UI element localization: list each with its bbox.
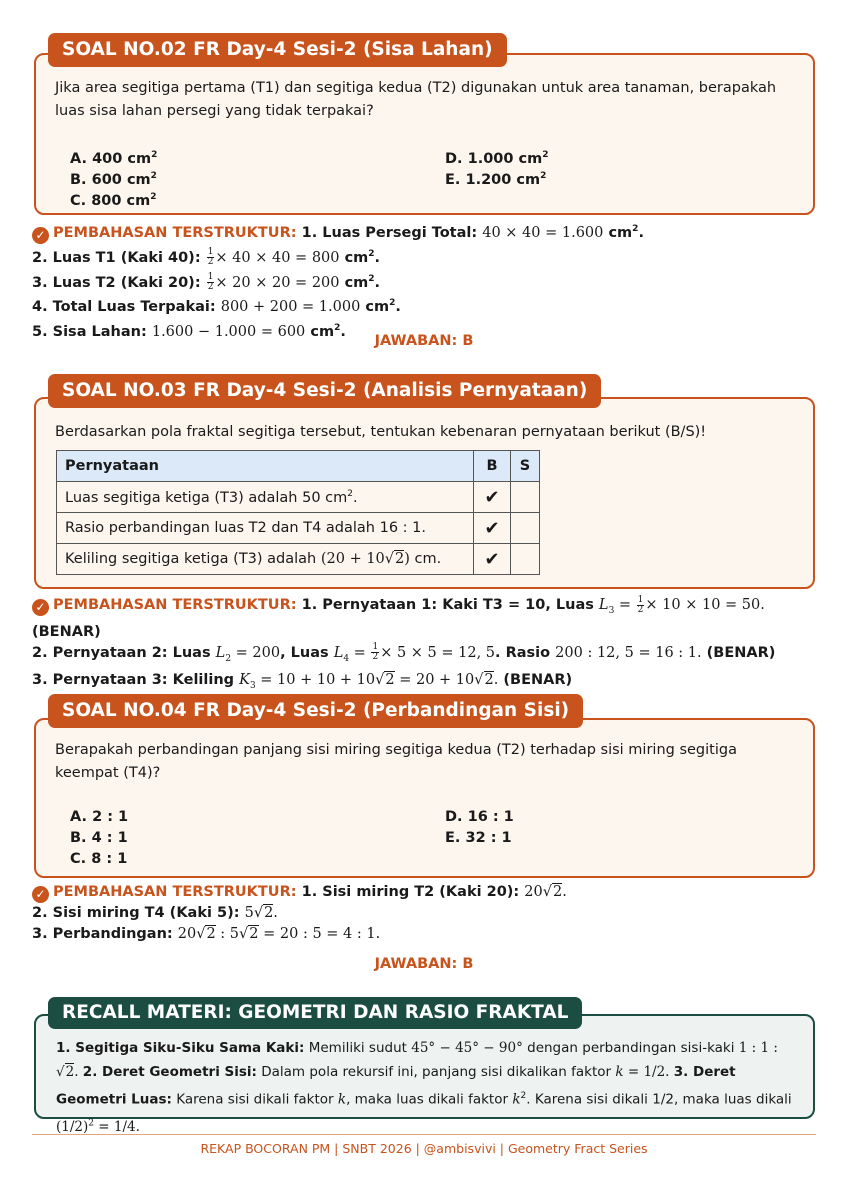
step1-end: (BENAR)	[32, 623, 101, 640]
s-cell[interactable]	[511, 544, 540, 575]
step-label: 1. Luas Persegi Total:	[301, 224, 478, 241]
q4-title: SOAL NO.04 FR Day-4 Sesi-2 (Perbandingan Sisi)	[48, 694, 583, 728]
recall-point-text: Dalam pola rekursif ini, panjang sisi dikalikan faktor	[261, 1064, 612, 1080]
step-text: , Luas	[280, 644, 329, 661]
step-unit: cm	[608, 224, 633, 241]
q4-option-e[interactable]	[445, 828, 512, 849]
q2-option-a[interactable]: A. 400 $cm^2$	[70, 150, 158, 167]
pembahasan-header: PEMBAHASAN TERSTRUKTUR:	[53, 884, 297, 900]
option-text: 4 : 1	[91, 830, 128, 846]
q4-option-b[interactable]	[70, 828, 128, 849]
q3-question: Berdasarkan pola fraktal segitiga tersebut, tentukan kebenaran pernyataan berikut (B/S)!	[55, 424, 707, 440]
step-label: 3. Pernyataan 3: Keliling	[32, 671, 235, 688]
step-expr: 800 + 200 = 1.000	[220, 299, 361, 316]
option-letter: A.	[70, 150, 87, 167]
step-label: 4. Total Luas Terpakai:	[32, 299, 216, 316]
step-label: 5. Sisa Lahan:	[32, 324, 147, 341]
table-row	[57, 482, 540, 513]
half-fraction: $\frac{1}{2}$	[207, 247, 214, 268]
recall-point-label: 3. Deret Geometri Luas:	[56, 1064, 736, 1108]
option-text: 400 cm	[92, 150, 152, 167]
s-cell[interactable]	[511, 482, 540, 513]
half-fraction: $\frac{1}{2}$	[637, 594, 644, 615]
table-header: B	[474, 451, 511, 482]
statement-text: Luas segitiga ketiga (T3) adalah 50 cm	[65, 489, 348, 506]
option-text: 600 cm	[91, 171, 151, 188]
q4-option-d[interactable]	[445, 807, 514, 828]
q2-option-b[interactable]: B. 600 $cm^2$	[70, 171, 157, 188]
q2-option-c[interactable]: C. 800 $cm^2$	[70, 192, 157, 209]
q2-title: SOAL NO.02 FR Day-4 Sesi-2 (Sisa Lahan)	[48, 33, 507, 67]
checkmark-icon[interactable]: ✔	[474, 482, 511, 513]
option-text: 2 : 1	[92, 809, 129, 825]
recall-point-text: Karena sisi dikali faktor	[176, 1091, 334, 1108]
step-expr: 1.600 − 1.000 = 600	[151, 324, 306, 341]
footer-divider	[32, 1134, 816, 1135]
q4-option-a[interactable]	[70, 807, 128, 828]
option-text: 8 : 1	[91, 851, 128, 867]
q2-question: Jika area segitiga pertama (T1) dan segitiga kedua (T2) digunakan untuk area tanaman, berapakah luas sisa lahan persegi yang tidak terpakai?	[55, 80, 777, 119]
half-fraction: $\frac{1}{2}$	[207, 271, 214, 292]
q3-title: SOAL NO.03 FR Day-4 Sesi-2 (Analisis Pernyataan)	[48, 374, 601, 408]
step-end: (BENAR)	[706, 644, 776, 661]
check-circle-icon: ✓	[32, 886, 49, 903]
option-letter: D.	[445, 809, 463, 825]
option-text: 1.000 cm	[467, 150, 543, 167]
step-label: 1. Pernyataan 1: Kaki T3 = 10, Luas	[301, 597, 594, 613]
q2-answer: JAWABAN: B	[374, 333, 474, 349]
check-circle-icon: ✓	[32, 227, 49, 244]
option-letter: B.	[70, 171, 87, 188]
step-end: (BENAR)	[503, 671, 573, 688]
q4-pembahasan: ✓ PEMBAHASAN TERSTRUKTUR: 1. Sisi miring T2 (Kaki 20): 20√2. 2. Sisi miring T4 (Kaki 5): 5√2. 3. Perbandingan: 20√2 : 5√2 = 20 : 5 = 4 : 1.	[32, 884, 567, 942]
option-text: 800 cm	[91, 192, 151, 209]
statement-cell: Rasio perbandingan luas T2 dan T4 adalah 16 : 1.	[57, 513, 474, 544]
option-letter: D.	[445, 150, 463, 167]
recall-text: 1. Segitiga Siku-Siku Sama Kaki: Memiliki sudut 45° − 45° − 90° dengan perbandingan sisi-kaki 1 : 1 : √2. 2. Deret Geometri Sisi: Dalam pola rekursif ini, panjang sisi dikalikan faktor k = 1/2. 3. Deret Geometri Luas: Karena sisi dikali faktor k, maka luas dikali faktor $k^2$. Karena sisi dikali 1/2, maka luas dikali $(1/2)^2 = 1/4$.	[56, 1040, 792, 1135]
step-label: 2. Sisi miring T4 (Kaki 5):	[32, 905, 240, 921]
step-expr: × 40 × 40 = 800	[215, 249, 340, 266]
option-text: 1.200 cm	[465, 171, 541, 188]
recall-title: RECALL MATERI: GEOMETRI DAN RASIO FRAKTAL	[48, 997, 582, 1029]
q2-option-e[interactable]: E. 1.200 $cm^2$	[445, 171, 547, 188]
option-letter: C.	[70, 851, 87, 867]
checkmark-icon[interactable]: ✔	[474, 544, 511, 575]
statement-cell: Luas segitiga ketiga (T3) adalah 50 $cm^2$.	[57, 482, 474, 513]
step-text: . Rasio	[495, 644, 551, 661]
statement-cell: Keliling segitiga ketiga (T3) adalah (20 + 10√2) cm.	[57, 544, 474, 575]
statement-text: Keliling segitiga ketiga (T3) adalah	[65, 551, 317, 567]
q2-pembahasan: ✓ PEMBAHASAN TERSTRUKTUR: 1. Luas Persegi Total: 40 × 40 = 1.600 $cm^2$. 2. Luas T1 (Kaki 40): $\frac{1}{2}$ × 40 × 40 = 800 $cm^2$. 3. Luas T2 (Kaki 20): $\frac{1}{2}$ × 20 × 20 = 200 $cm^2$. 4. Total Luas Terpakai: 800 + 200 = 1.000 $cm^2$. 5. Sisa Lahan: 1.600 − 1.000 = 600 $cm^2$.	[32, 224, 644, 341]
checkmark-icon[interactable]: ✔	[474, 513, 511, 544]
step-unit: cm	[344, 274, 369, 291]
pembahasan-header: PEMBAHASAN TERSTRUKTUR:	[53, 224, 297, 241]
q3-pembahasan: ✓ PEMBAHASAN TERSTRUKTUR: 1. Pernyataan 1: Kaki T3 = 10, Luas $L_3$ = $\frac{1}{2}$ × 10 × 10 = 50. (BENAR) 2. Pernyataan 2: Luas $L_2 = 200$, Luas $L_4$ = $\frac{1}{2}$ × 5 × 5 = 12, 5. Rasio 200 : 12, 5 = 16 : 1. (BENAR) 3. Pernyataan 3: Keliling $K_3 = 10 + 10 + 10√2 = 20 + 10√2$. (BENAR)	[32, 595, 832, 697]
statement-table	[56, 450, 540, 575]
check-circle-icon: ✓	[32, 599, 49, 616]
option-letter: C.	[70, 192, 87, 209]
recall-point-text: . Karena sisi dikali 1/2, maka luas dikali	[526, 1091, 792, 1108]
step-unit: cm	[344, 249, 369, 266]
footer: REKAP BOCORAN PM | SNBT 2026 | @ambisvivi | Geometry Fract Series	[200, 1141, 648, 1156]
q4-answer: JAWABAN: B	[374, 956, 474, 972]
option-letter: E.	[445, 830, 461, 846]
step-label: 1. Sisi miring T2 (Kaki 20):	[301, 884, 520, 900]
q4-option-c[interactable]	[70, 849, 127, 870]
s-cell[interactable]	[511, 513, 540, 544]
step-expr: × 20 × 20 = 200	[215, 274, 340, 291]
recall-point-label: 2. Deret Geometri Sisi:	[82, 1064, 257, 1080]
option-letter: E.	[445, 171, 461, 188]
half-fraction: $\frac{1}{2}$	[372, 642, 379, 663]
q2-option-d[interactable]: D. 1.000 $cm^2$	[445, 150, 549, 167]
step-label: 2. Luas T1 (Kaki 40):	[32, 249, 201, 266]
q4-question: Berapakah perbandingan panjang sisi miring segitiga kedua (T2) terhadap sisi miring segitiga keempat (T4)?	[55, 742, 737, 781]
step-label: 3. Perbandingan:	[32, 926, 173, 942]
option-text: 16 : 1	[467, 809, 514, 825]
table-row	[57, 544, 540, 575]
option-letter: A.	[70, 809, 87, 825]
table-header: S	[511, 451, 540, 482]
recall-point-text: , maka luas dikali faktor	[346, 1091, 509, 1108]
step-label: 2. Pernyataan 2: Luas	[32, 644, 211, 661]
step-label: 3. Luas T2 (Kaki 20):	[32, 274, 201, 291]
pembahasan-header: PEMBAHASAN TERSTRUKTUR:	[53, 597, 297, 613]
step-unit: cm	[310, 324, 335, 341]
step-unit: cm	[365, 299, 390, 316]
option-letter: B.	[70, 830, 87, 846]
recall-point-text: dengan perbandingan sisi-kaki	[527, 1040, 735, 1056]
table-header: Pernyataan	[57, 451, 474, 482]
table-row	[57, 513, 540, 544]
step-expr: 40 × 40 = 1.600	[482, 224, 604, 241]
recall-point-label: 1. Segitiga Siku-Siku Sama Kaki:	[56, 1040, 305, 1056]
table-header-row	[57, 451, 540, 482]
recall-point-text: Memiliki sudut	[308, 1040, 407, 1056]
option-text: 32 : 1	[465, 830, 512, 846]
